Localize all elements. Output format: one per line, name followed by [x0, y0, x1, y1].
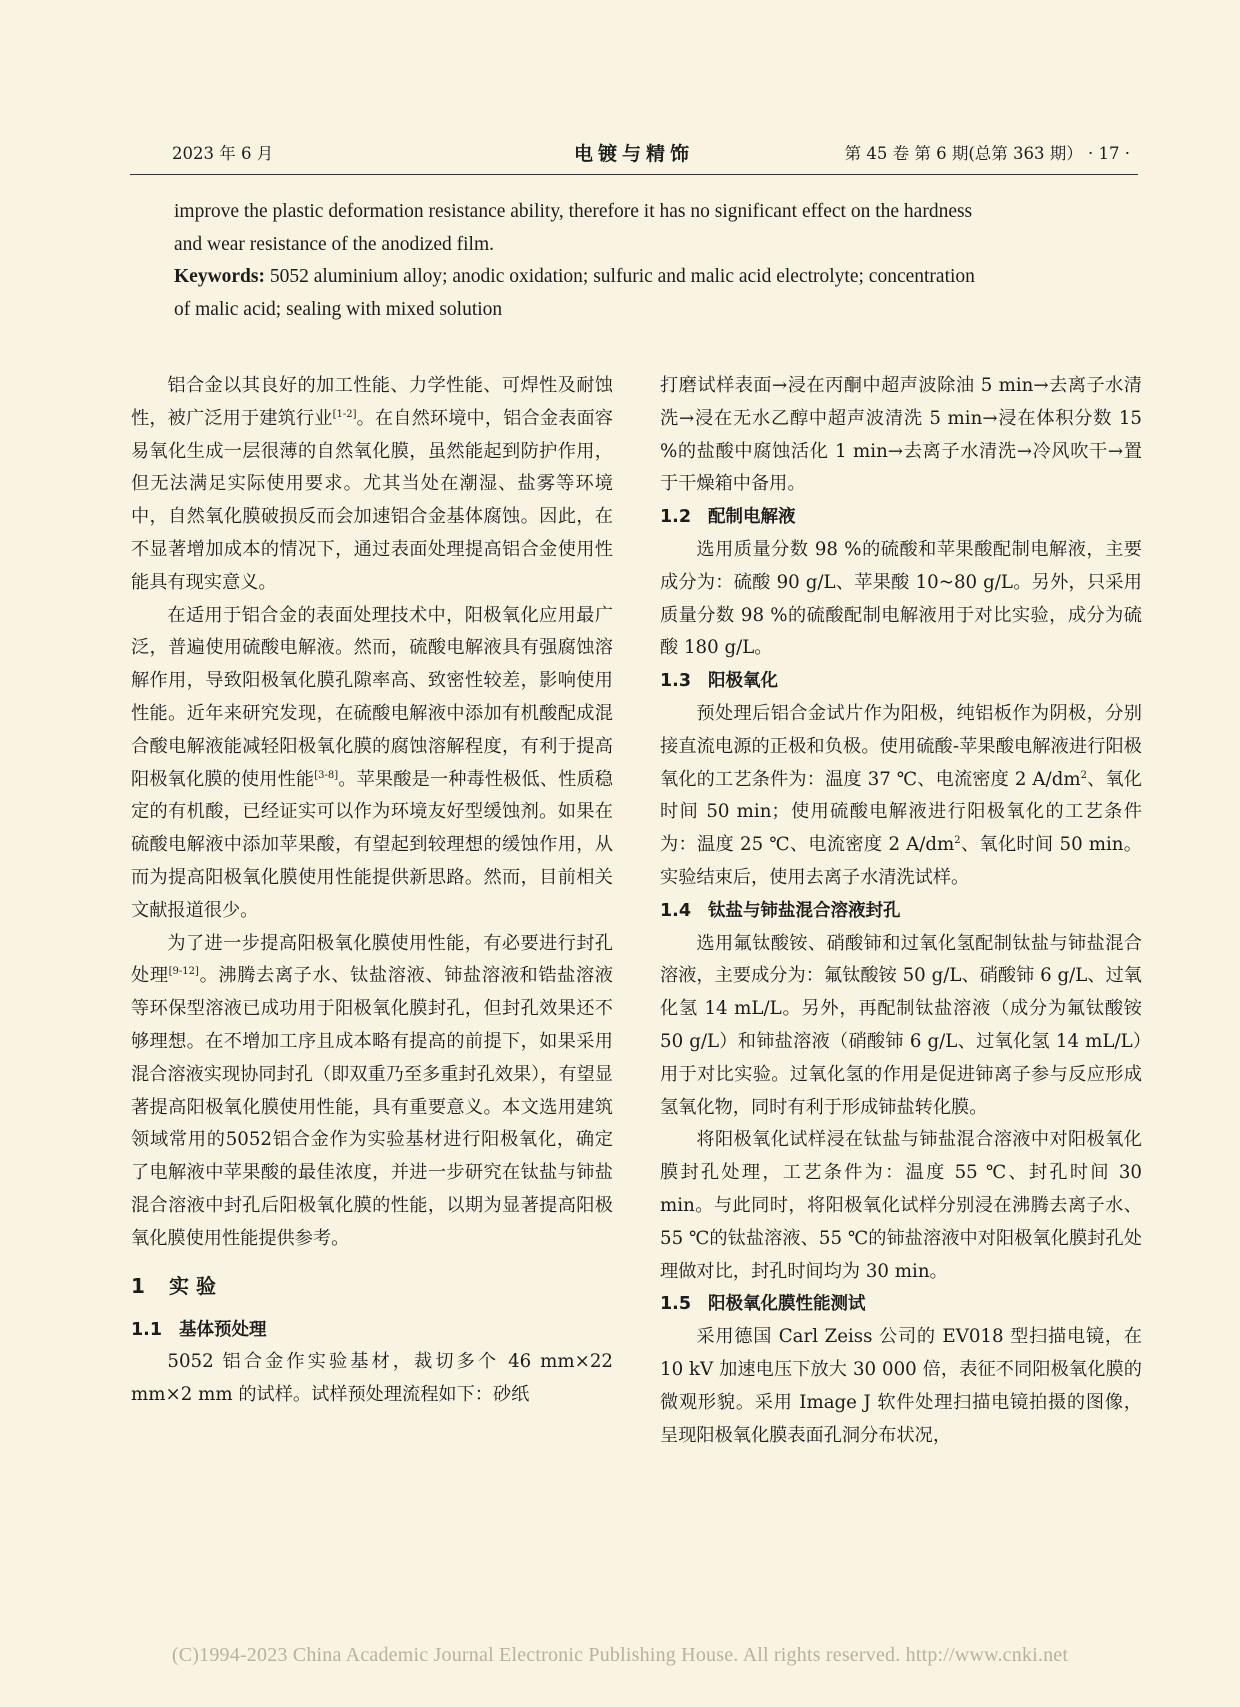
keywords-text: 5052 aluminium alloy; anodic oxidation; sulfuric and malic acid electrolyte; concentration [265, 266, 975, 287]
keywords-continued: of malic acid; sealing with mixed solution [174, 298, 503, 320]
paragraph: 采用德国 Carl Zeiss 公司的 EV018 型扫描电镜，在 10 kV 加速电压下放大 30 000 倍，表征不同阳极氧化膜的微观形貌。采用 Image J 软件处理扫描电镜拍摄的图像，呈现阳极氧化膜表面孔洞分布状况， [660, 1326, 1142, 1446]
section-heading: 1 实 验 [131, 1273, 216, 1298]
paragraph: 为了进一步提高阳极氧化膜使用性能，有必要进行封孔处理[9-12]。沸腾去离子水、钛盐溶液、铈盐溶液和锆盐溶液等环保型溶液已成功用于阳极氧化膜封孔，但封孔效果还不够理想。在不增加工序且成本略有提高的前提下，如果采用混合溶液实现协同封孔（即双重乃至多重封孔效果），有望显著提高阳极氧化膜使用性能，具有重要意义。本文选用建筑领域常用的5052铝合金作为实验基材进行阳极氧化，确定了电解液中苹果酸的最佳浓度，并进一步研究在钛盐与铈盐混合溶液中封孔后阳极氧化膜的性能，以期为显著提高阳极氧化膜使用性能提供参考。 [131, 932, 613, 1249]
paragraph: 在适用于铝合金的表面处理技术中，阳极氧化应用最广泛，普遍使用硫酸电解液。然而，硫酸电解液具有强腐蚀溶解作用，导致阳极氧化膜孔隙率高、致密性较差，影响使用性能。近年来研究发现，在硫酸电解液中添加有机酸配成混合酸电解液能减轻阳极氧化膜的腐蚀溶解程度，有利于提高阳极氧化膜的使用性能[3-8]。苹果酸是一种毒性极低、性质稳定的有机酸，已经证实可以作为环境友好型缓蚀剂。如果在硫酸电解液中添加苹果酸，有望起到较理想的缓蚀作用，从而为提高阳极氧化膜使用性能提供新思路。然而，目前相关文献报道很少。 [131, 604, 613, 921]
paragraph: 选用氟钛酸铵、硝酸铈和过氧化氢配制钛盐与铈盐混合溶液，主要成分为：氟钛酸铵 50 g/L、硝酸铈 6 g/L、过氧化氢 14 mL/L。另外，再配制钛盐溶液（成分为氟钛酸铵 50 g/L）和铈盐溶液（硝酸铈 6 g/L、过氧化氢 14 mL/L）用于对比实验。过氧化氢的作用是促进铈离子参与反应形成氢氧化物，同时有利于形成铈盐转化膜。 [660, 932, 1142, 1118]
header-issue: 第 45 卷 第 6 期(总第 363 期） · 17 · [844, 144, 1130, 163]
citation[interactable]: [9-12] [168, 966, 199, 978]
header-rule [130, 174, 1138, 175]
paragraph: 铝合金以其良好的加工性能、力学性能、可焊性及耐蚀性，被广泛用于建筑行业[1-2]。在自然环境中，铝合金表面容易氧化生成一层很薄的自然氧化膜，虽然能起到防护作用，但无法满足实际使用要求。尤其当处在潮湿、盐雾等环境中，自然氧化膜破损反而会加速铝合金基体腐蚀。因此，在不显著增加成本的情况下，通过表面处理提高铝合金使用性能具有现实意义。 [131, 375, 613, 593]
right-column [660, 370, 1142, 1452]
subsection-heading: 1.5 阳极氧化膜性能测试 [660, 1294, 866, 1315]
paragraph: 选用质量分数 98 %的硫酸和苹果酸配制电解液，主要成分为：硫酸 90 g/L、苹果酸 10~80 g/L。另外，只采用质量分数 98 %的硫酸配制电解液用于对比实验，成分为硫酸 180 g/L。 [660, 538, 1142, 659]
citation[interactable]: [1-2] [332, 408, 357, 420]
citation[interactable]: [3-8] [314, 769, 339, 781]
subsection-heading: 1.4 钛盐与铈盐混合溶液封孔 [660, 900, 901, 921]
paragraph: 将阳极氧化试样浸在钛盐与铈盐混合溶液中对阳极氧化膜封孔处理，工艺条件为：温度 55 ℃、封孔时间 30 min。与此同时，将阳极氧化试样分别浸在沸腾去离子水、55 ℃的钛盐溶液、55 ℃的铈盐溶液中对阳极氧化膜封孔处理做对比，封孔时间均为 30 min。 [660, 1129, 1142, 1282]
subsection-heading: 1.2 配制电解液 [660, 507, 796, 528]
english-abstract [174, 196, 1104, 326]
paragraph: 5052 铝合金作实验基材，裁切多个 46 mm×22 mm×2 mm 的试样。试样预处理流程如下：砂纸 [131, 1351, 613, 1406]
copyright-footer: (C)1994-2023 China Academic Journal Electronic Publishing House. All rights reserved. http://www.cnki.net [171, 1644, 1069, 1666]
abstract-line: and wear resistance of the anodized film. [174, 233, 494, 255]
paragraph: 打磨试样表面→浸在丙酮中超声波除油 5 min→去离子水清洗→浸在无水乙醇中超声波清洗 5 min→浸在体积分数 15 %的盐酸中腐蚀活化 1 min→去离子水清洗→冷风吹干→置于干燥箱中备用。 [660, 375, 1142, 495]
subsection-heading: 1.3 阳极氧化 [660, 671, 778, 692]
subsection-heading: 1.1 基体预处理 [131, 1319, 267, 1340]
keywords-label: Keywords: [174, 266, 265, 287]
paragraph: 预处理后铝合金试片作为阳极，纯铝板作为阴极，分别接直流电源的正极和负极。使用硫酸-苹果酸电解液进行阳极氧化的工艺条件为：温度 37 ℃、电流密度 2 $A/dm^2$、氧化时间 50 min；使用硫酸电解液进行阳极氧化的工艺条件为：温度 25 ℃、电流密度 2 $A/dm^2$、氧化时间 50 min。实验结束后，使用去离子水清洗试样。 [660, 702, 1142, 888]
left-column [131, 370, 613, 1412]
abstract-line: improve the plastic deformation resistance ability, therefore it has no significant effect on the hardness [174, 201, 973, 222]
running-header [130, 138, 1138, 170]
keywords [174, 261, 1104, 294]
header-date: 2023 年 6 月 [172, 144, 274, 163]
journal-title: 电镀与精饰 [573, 143, 694, 165]
